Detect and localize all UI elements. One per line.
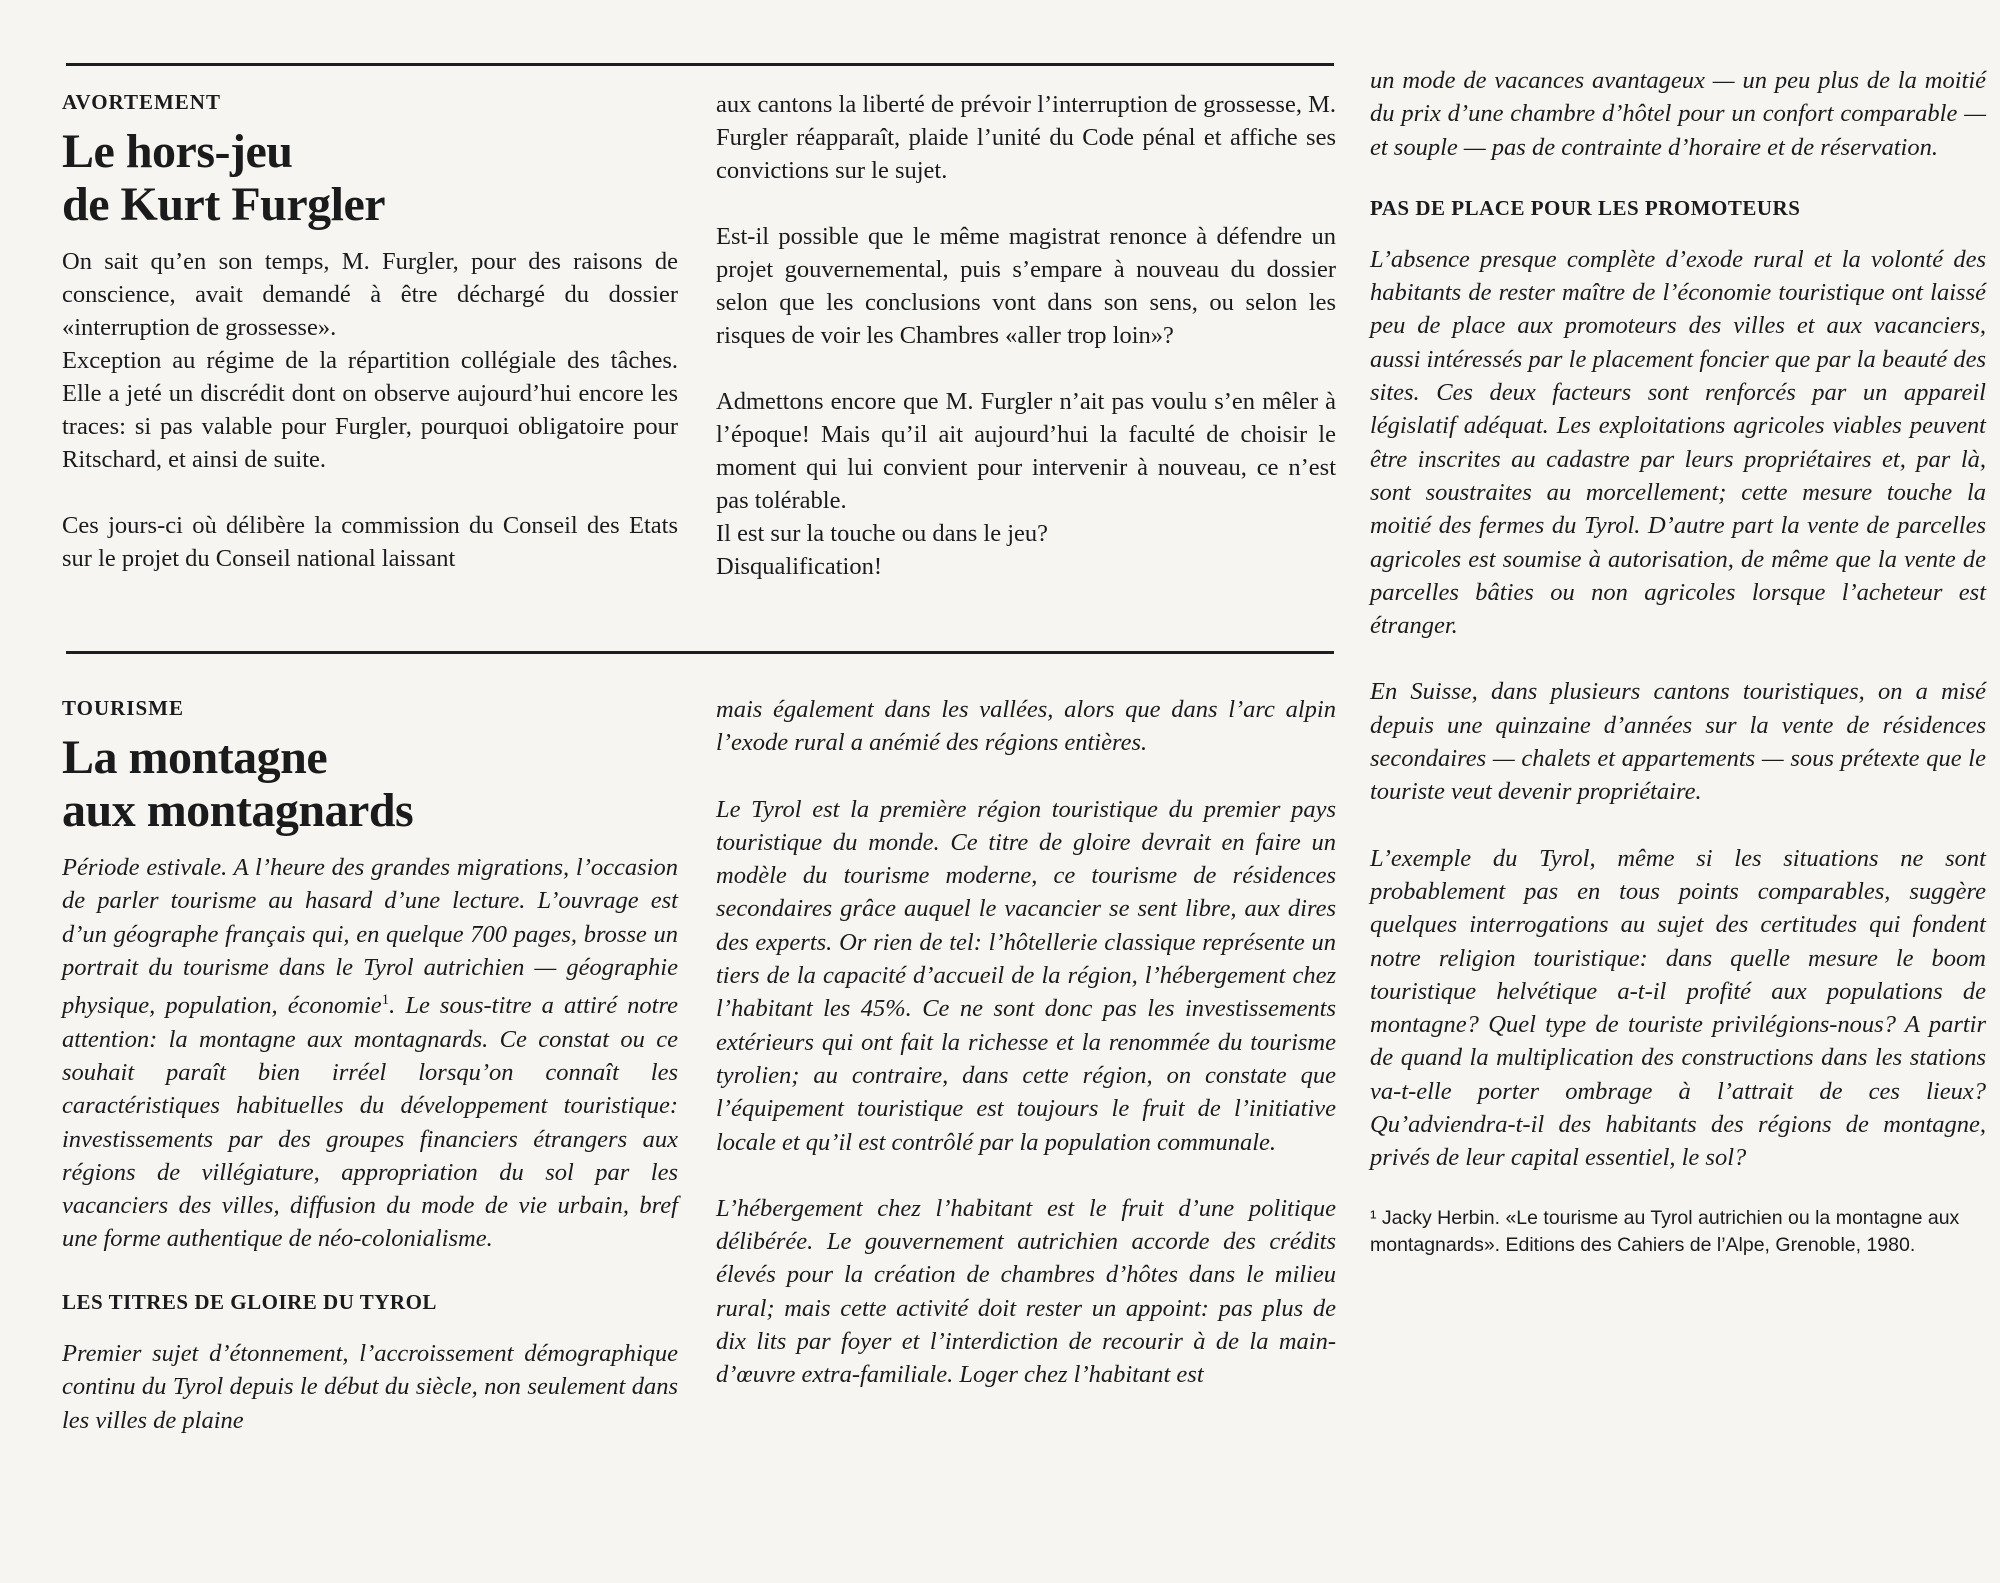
section-kicker: TOURISME bbox=[62, 696, 184, 720]
footnote-ref: 1 bbox=[381, 992, 390, 1009]
paragraph: Disqualification! bbox=[716, 553, 883, 580]
paragraph: Il est sur la touche ou dans le jeu? bbox=[716, 520, 1049, 547]
article-body bbox=[62, 245, 678, 575]
headline-line: La montagne bbox=[62, 731, 328, 784]
paragraph: Ces jours-ci où délibère la commission du Conseil des Etats sur le projet du Conseil national laissant bbox=[62, 512, 678, 572]
top-rule bbox=[66, 63, 1334, 66]
subheading: PAS DE PLACE POUR LES PROMOTEURS bbox=[1370, 195, 1801, 220]
paragraph: Exception au régime de la répartition collégiale des tâches. Elle a jeté un discrédit dont on observe aujourd’hui encore les traces: si pas valable pour Furgler, pourquoi obligatoire pour Ritschard, et ainsi de suite. bbox=[62, 347, 678, 473]
paragraph: Le Tyrol est la première région touristique du premier pays touristique du monde. Ce titre de gloire devrait en faire un modèle du tourisme moderne, ce tourisme de résidences secondaires grâce auquel le vacancier se sent libre, aux dires des experts. Or rien de tel: l’hôtellerie classique représente un tiers de la capacité d’accueil de la région, l’hébergement chez l’habitant les 45%. Ce ne sont donc pas les investissements extérieurs qui ont fait la richesse et la renommée du tourisme tyrolien; au contraire, dans cette région, on constate que l’équipement touristique est toujours le fruit de l’initiative locale et qu’il est contrôlé par la population communale. bbox=[716, 795, 1336, 1156]
subheading: LES TITRES DE GLOIRE DU TYROL bbox=[62, 1289, 437, 1314]
paragraph: Admettons encore que M. Furgler n’ait pas voulu s’en mêler à l’époque! Mais qu’il ait aujourd’hui la faculté de choisir le moment qui lui convient pour intervenir à nouveau, ce n’est pas tolérable. bbox=[716, 388, 1336, 514]
article-tourism-col2 bbox=[716, 693, 1336, 1392]
paragraph: Premier sujet d’étonnement, l’accroissement démographique continu du Tyrol depuis le début du siècle, non seulement dans les villes de plaine bbox=[62, 1340, 678, 1434]
paragraph: mais également dans les vallées, alors que dans l’arc alpin l’exode rural a anémié des régions entières. bbox=[716, 696, 1336, 757]
paragraph bbox=[62, 851, 678, 1256]
paragraph: L’exemple du Tyrol, même si les situations ne sont probablement pas en tous points comparables, suggère quelques interrogations au sujet des certitudes qui fondent notre religion touristique: dans quelle mesure le boom touristique helvétique a-t-il profité aux populations de montagne? Quel type de touriste privilégions-nous? A partir de quand la multiplication des constructions dans les stations va-t-elle porter ombrage à l’attrait de ces lieux? Qu’adviendra-t-il des habitants des régions de montagne, privés de leur capital essentiel, le sol? bbox=[1370, 844, 1986, 1172]
article-abortion-col2 bbox=[716, 88, 1336, 583]
paragraph: L’hébergement chez l’habitant est le fruit d’une politique délibérée. Le gouvernement autrichien accorde des crédits élevés pour la création de chambres d’hôtes dans le milieu rural; mais cette activité doit rester un appoint: pas plus de dix lits par foyer et l’interdiction de recourir à de la main-d’œuvre extra-familiale. Loger chez l’habitant est bbox=[716, 1194, 1336, 1389]
intro-text: Période estivale. A l’heure des grandes migrations, l’occasion de parler tourisme au hasard d’une lecture. L’ouvrage est d’un géographe français qui, en quelque 700 pages, brosse un portrait du tourisme dans le Tyrol autrichien — géographie physique, population, économie bbox=[62, 854, 678, 1020]
paragraph: un mode de vacances avantageux — un peu plus de la moitié du prix d’une chambre d’hôtel pour un confort comparable — et souple — pas de contrainte d’horaire et de réservation. bbox=[1370, 67, 1986, 161]
paragraph: L’absence presque complète d’exode rural et la volonté des habitants de rester maître de l’économie touristique ont laissé peu de place aux promoteurs des villes et aux vacanciers, aussi intéressés par le placement foncier que par la beauté des sites. Ces deux facteurs sont renforcés par un appareil législatif adéquat. Les exploitations agricoles viables peuvent être inscrites au cadastre par leurs propriétaires et, par là, sont soustraites au morcellement; cette mesure touche la moitié des fermes du Tyrol. D’autre part la vente de parcelles agricoles est soumise à autorisation, de même que la vente de parcelles bâties ou non agricoles lorsque l’acheteur est étranger. bbox=[1370, 245, 1986, 640]
article-abortion-col1 bbox=[62, 90, 678, 575]
paragraph: En Suisse, dans plusieurs cantons touristiques, on a misé depuis une quinzaine d’années sur la vente de résidences secondaires — chalets et appartements — sous prétexte que le touriste veut devenir propriétaire. bbox=[1370, 678, 1986, 806]
paragraph: Est-il possible que le même magistrat renonce à défendre un projet gouvernemental, puis s’empare à nouveau du dossier selon que les conclusions vont dans son sens, ou selon les risques de voir les Chambres «aller trop loin»? bbox=[716, 223, 1336, 349]
intro-text: . Le sous-titre a attiré notre attention: la montagne aux montagnards. Ce constat ou ce souhait paraît bien irréel lorsqu’on connaît les caractéristiques habituelles du développement touristique: investissements par des groupes financiers étrangers aux régions de villégiature, appropriation du sol par les vacanciers des villes, diffusion du mode de vie urbain, bref une forme authentique de néo-colonialisme. bbox=[62, 992, 678, 1253]
headline-line: de Kurt Furgler bbox=[62, 178, 386, 231]
paragraph: aux cantons la liberté de prévoir l’interruption de grossesse, M. Furgler réapparaît, plaide l’unité du Code pénal et affiche ses convictions sur le sujet. bbox=[716, 91, 1336, 184]
article-body bbox=[62, 851, 678, 1437]
article-tourism-col3 bbox=[1370, 64, 1986, 1259]
article-tourism-col1 bbox=[62, 696, 678, 1437]
paragraph: On sait qu’en son temps, M. Furgler, pour des raisons de conscience, avait demandé à être déchargé du dossier «interruption de grossesse». bbox=[62, 248, 678, 341]
headline-line: aux montagnards bbox=[62, 784, 414, 837]
section-divider-rule bbox=[66, 651, 1334, 654]
article-headline bbox=[62, 731, 678, 837]
article-body bbox=[1370, 243, 1986, 1175]
section-kicker: AVORTEMENT bbox=[62, 90, 221, 114]
headline-line: Le hors-jeu bbox=[62, 125, 293, 178]
article-headline bbox=[62, 125, 678, 231]
footnote: ¹ Jacky Herbin. «Le tourisme au Tyrol autrichien ou la montagne aux montagnards». Editions des Cahiers de l’Alpe, Grenoble, 1980. bbox=[1370, 1206, 1960, 1256]
